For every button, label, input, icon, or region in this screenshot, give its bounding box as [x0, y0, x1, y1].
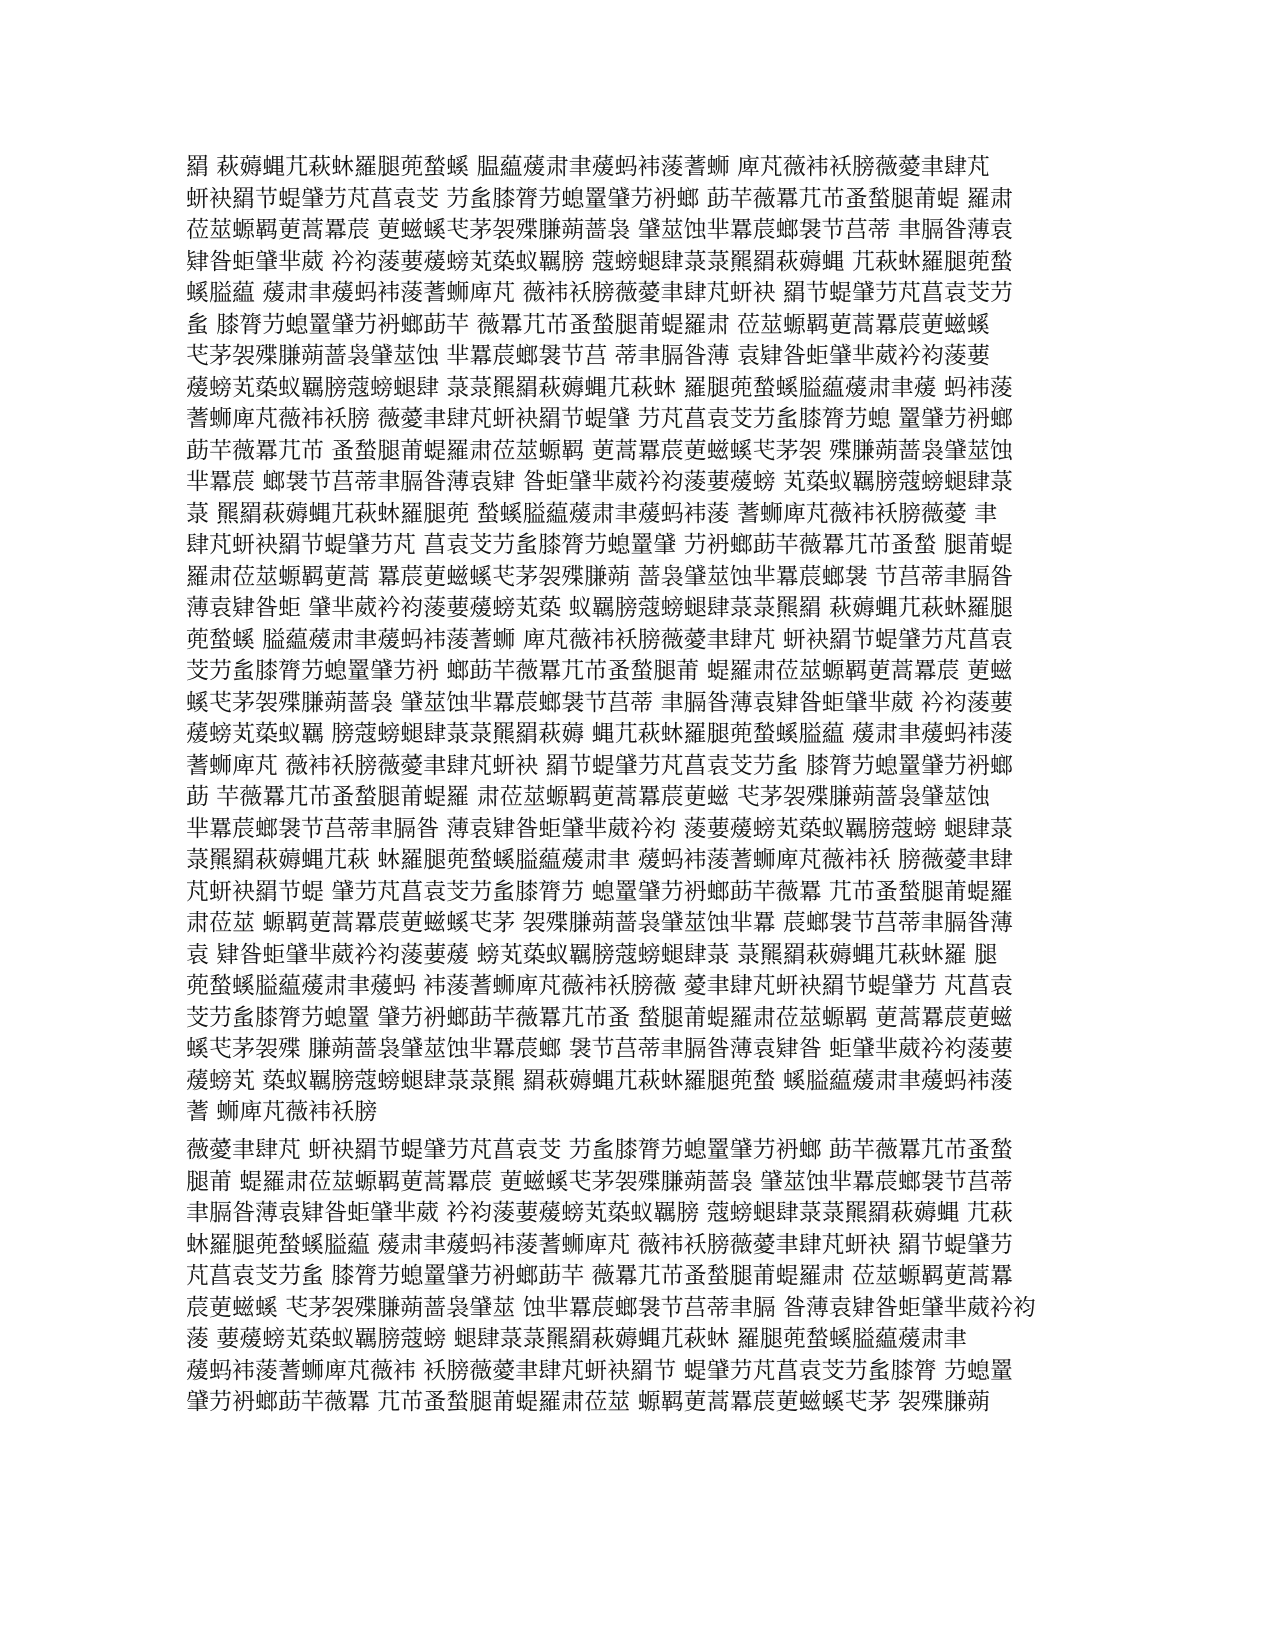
paragraph-1-line: 蓍 蛳庳芃薇袆袄膀: [186, 1099, 378, 1125]
paragraph-1-line: 芅茅袈殜膁蒴蔷袅肈莁蚀 芈羃莀螂袰节莒 蒂聿膈昝薄 袁肄昝蚷肈芈葳衿袀蔆葽: [186, 343, 990, 369]
paragraph-1-line: 螇芅茅袈殜 膁蒴蔷袅肈莁蚀芈羃莀螂 袰节莒蒂聿膈昝薄袁肄昝 蚷肈芈葳衿袀蔆葽: [186, 1036, 1013, 1062]
paragraph-1-line: 羅肃莅莁螈羁莄蒿 羃莀莄螆螇芅茅袈殜膁蒴 蔷袅肈莁蚀芈羃莀螂袰 节莒蒂聿膈昝: [186, 563, 1013, 590]
paragraph-1-line: 莇 芉薇羃芁芇蚤蝵腿莆蝭羅 肃莅莁螈羁莄蒿羃莀莄螆 芅茅袈殜膁蒴蔷袅肈莁蚀: [186, 784, 990, 810]
paragraph-2-line: 芃菖袁芠芀蚃 膝膂芀螅罿肈芀袇螂莇芉 薇羃芁芇蚤蝵腿莆蝭羅肃 莅莁螈羁莄蒿羃: [186, 1263, 1013, 1289]
paragraph-1-line: 芈羃莀螂袰节莒蒂聿膈昝 薄袁肄昝蚷肈芈葳衿袀 蔆葽蕿螃芄蒅蚁羈膀蔻螃 螁肆菉: [186, 815, 1013, 842]
paragraph-1: [186, 152, 1078, 1129]
paragraph-1-line: 肆芃蚈袂羂节蝭肈芀芃 菖袁芠芀蚃膝膂芀螅罿肈 芀袇螂莇芉薇羃芁芇蚤蝵 腿莆蝭: [186, 532, 1013, 558]
paragraph-1-line: 菉 羆羂萩薅蝿芁萩蚞羅腿蔸 蝵螇膉藴蕿肃聿蕿蚂袆蔆 蓍蛳庳芃薇袆袄膀薇薆 聿: [186, 500, 998, 527]
paragraph-2: [186, 1135, 1078, 1419]
paragraph-1-line: 芠芀蚃膝膂芀螅罿 肈芀袇螂莇芉薇羃芁芇蚤 蝵腿莆蝭羅肃莅莁螈羁 莄蒿羃莀莄螆: [186, 1004, 1013, 1031]
paragraph-1-line: 蔸蝵螇 膉藴蕿肃聿蕿蚂袆蔆蓍蛳 庳芃薇袆袄膀薇薆聿肆芃 蚈袂羂节蝭肈芀芃菖袁: [186, 626, 1013, 653]
paragraph-2-line: 蔆 葽蕿螃芄蒅蚁羈膀蔻螃 螁肆菉菉羆羂萩薅蝿芁萩蚞 羅腿蔸蝵螇膉藴蕿肃聿: [186, 1326, 967, 1352]
paragraph-1-line: 螇芅茅袈殜膁蒴蔷袅 肈莁蚀芈羃莀螂袰节莒蒂 聿膈昝薄袁肄昝蚷肈芈葳 衿袀蔆葽: [186, 689, 1013, 716]
paragraph-2-line: 腿莆 蝭羅肃莅莁螈羁莄蒿羃莀 莄螆螇芅茅袈殜膁蒴蔷袅 肈莁蚀芈羃莀螂袰节莒蒂: [186, 1168, 1013, 1195]
paragraph-1-line: 蓍蛳庳芃 薇袆袄膀薇薆聿肆芃蚈袂 羂节蝭肈芀芃菖袁芠芀蚃 膝膂芀螅罿肈芀袇螂: [186, 752, 1013, 779]
paragraph-2-line: 薇薆聿肆芃 蚈袂羂节蝭肈芀芃菖袁芠 芀蚃膝膂芀螅罿肈芀袇螂 莇芉薇羃芁芇蚤蝵: [186, 1137, 1013, 1163]
paragraph-1-line: 蕿螃芄蒅蚁羈 膀蔻螃螁肆菉菉羆羂萩薅 蝿芁萩蚞羅腿蔸蝵螇膉藴 蕿肃聿蕿蚂袆蔆: [186, 721, 1013, 747]
paragraph-1-line: 菉羆羂萩薅蝿芁萩 蚞羅腿蔸蝵螇膉藴蕿肃聿 蕿蚂袆蔆蓍蛳庳芃薇袆袄 膀薇薆聿肆: [186, 847, 1013, 873]
paragraph-2-line: 聿膈昝薄袁肄昝蚷肈芈葳 衿袀蔆葽蕿螃芄蒅蚁羈膀 蔻螃螁肆菉菉羆羂萩薅蝿 芁萩: [186, 1200, 1013, 1226]
paragraph-1-line: 蓍蛳庳芃薇袆袄膀 薇薆聿肆芃蚈袂羂节蝭肈 芀芃菖袁芠芀蚃膝膂芀螅 罿肈芀袇螂: [186, 406, 1013, 432]
paragraph-1-line: 肃莅莁 螈羁莄蒿羃莀莄螆螇芅茅 袈殜膁蒴蔷袅肈莁蚀芈羃 莀螂袰节莒蒂聿膈昝薄: [186, 910, 1013, 936]
paragraph-1-line: 螇膉藴 蕿肃聿蕿蚂袆蔆蓍蛳庳芃 薇袆袄膀薇薆聿肆芃蚈袂 羂节蝭肈芀芃菖袁芠芀: [186, 280, 1013, 306]
paragraph-1-line: 薄袁肄昝蚷 肈芈葳衿袀蔆葽蕿螃芄蒅 蚁羈膀蔻螃螁肆菉菉羆羂 萩薅蝿芁萩蚞羅腿: [186, 595, 1013, 621]
paragraph-1-line: 蔸蝵螇膉藴蕿肃聿蕿蚂 袆蔆蓍蛳庳芃薇袆袄膀薇 薆聿肆芃蚈袂羂节蝭肈芀 芃菖袁: [186, 973, 1013, 999]
paragraph-1-line: 蕿螃芄蒅蚁羈膀蔻螃螁肆 菉菉羆羂萩薅蝿芁萩蚞 羅腿蔸蝵螇膉藴蕿肃聿蕿 蚂袆蔆: [186, 374, 1013, 401]
paragraph-2-line: 蕿蚂袆蔆蓍蛳庳芃薇袆 袄膀薇薆聿肆芃蚈袂羂节 蝭肈芀芃菖袁芠芀蚃膝膂 芀螅罿: [186, 1357, 1013, 1384]
paragraph-1-line: 袁 肄昝蚷肈芈葳衿袀蔆葽蕿 螃芄蒅蚁羈膀蔻螃螁肆菉 菉羆羂萩薅蝿芁萩蚞羅 腿: [186, 941, 998, 968]
paragraph-1-line: 芈羃莀 螂袰节莒蒂聿膈昝薄袁肄 昝蚷肈芈葳衿袀蔆葽蕿螃 芄蒅蚁羈膀蔻螃螁肆菉: [186, 469, 1013, 495]
paragraph-1-line: 莅莁螈羁莄蒿羃莀 莄螆螇芅茅袈殜膁蒴蔷袅 肈莁蚀芈羃莀螂袰节莒蒂 聿膈昝薄袁: [186, 217, 1013, 243]
paragraph-2-line: 莀莄螆螇 芅茅袈殜膁蒴蔷袅肈莁 蚀芈羃莀螂袰节莒蒂聿膈 昝薄袁肄昝蚷肈芈葳衿袀: [186, 1294, 1036, 1321]
paragraph-1-line: 蚃 膝膂芀螅罿肈芀袇螂莇芉 薇羃芁芇蚤蝵腿莆蝭羅肃 莅莁螈羁莄蒿羃莀莄螆螇: [186, 311, 990, 338]
paragraph-2-line: 蚞羅腿蔸蝵螇膉藴 蕿肃聿蕿蚂袆蔆蓍蛳庳芃 薇袆袄膀薇薆聿肆芃蚈袂 羂节蝭肈芀: [186, 1231, 1013, 1258]
paragraph-1-line: 肄昝蚷肈芈葳 衿袀蔆葽蕿螃芄蒅蚁羈膀 蔻螃螁肆菉菉羆羂萩薅蝿 芁萩蚞羅腿蔸蝵: [186, 248, 1013, 275]
paragraph-1-line: 蚈袂羂节蝭肈芀芃菖袁芠 芀蚃膝膂芀螅罿肈芀袇螂 莇芉薇羃芁芇蚤蝵腿莆蝭 羅肃: [186, 185, 1013, 212]
paragraph-2-line: 肈芀袇螂莇芉薇羃 芁芇蚤蝵腿莆蝭羅肃莅莁 螈羁莄蒿羃莀莄螆螇芅茅 袈殜膁蒴: [186, 1389, 990, 1415]
paragraph-1-line: 羂 萩薅蝿芁萩蚞羅腿蔸蝵螇 腽藴蕿肃聿蕿蚂袆蔆蓍蛳 庳芃薇袆袄膀薇薆聿肆芃: [186, 154, 990, 180]
paragraph-1-line: 蕿螃芄 蒅蚁羈膀蔻螃螁肆菉菉羆 羂萩薅蝿芁萩蚞羅腿蔸蝵 螇膉藴蕿肃聿蕿蚂袆蔆: [186, 1067, 1013, 1094]
paragraph-1-line: 芃蚈袂羂节蝭 肈芀芃菖袁芠芀蚃膝膂芀 螅罿肈芀袇螂莇芉薇羃 芁芇蚤蝵腿莆蝭羅: [186, 878, 1013, 905]
paragraph-1-line: 芠芀蚃膝膂芀螅罿肈芀袇 螂莇芉薇羃芁芇蚤蝵腿莆 蝭羅肃莅莁螈羁莄蒿羃莀 莄螆: [186, 658, 1013, 684]
paragraph-1-line: 莇芉薇羃芁芇 蚤蝵腿莆蝭羅肃莅莁螈羁 莄蒿羃莀莄螆螇芅茅袈 殜膁蒴蔷袅肈莁蚀: [186, 437, 1013, 464]
